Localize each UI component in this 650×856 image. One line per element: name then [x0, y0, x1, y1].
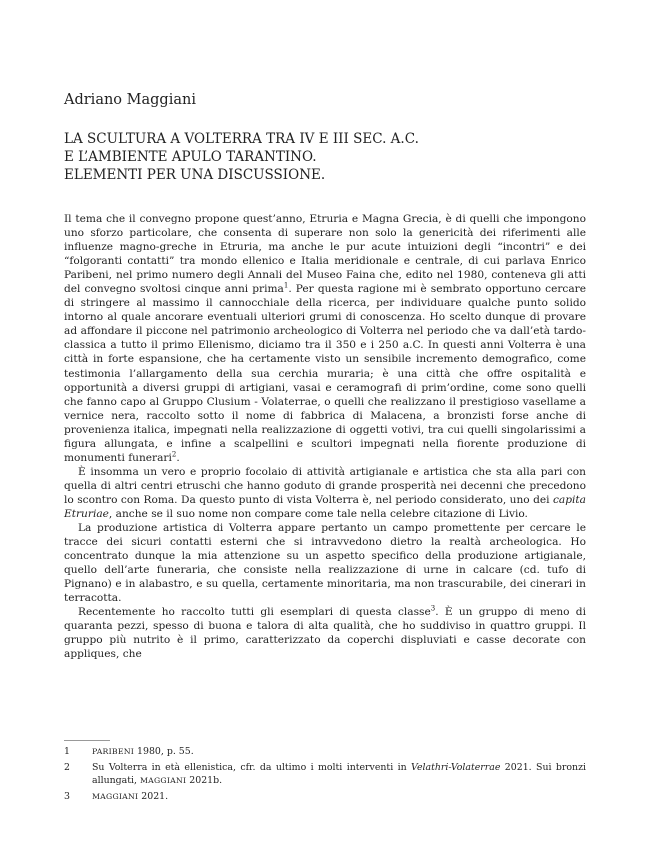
text-run: . È un gruppo di meno di quaranta pezzi, spesso di buona e talora di alta qualità, che ho suddiviso in quattro gruppi. Il gruppo più nutrito è il primo, caratterizzato da coperchi displuviati e casse decorate con appliques, che — [64, 606, 586, 661]
footnote — [64, 762, 586, 787]
text-run: Il tema che il convegno propone quest’anno, Etruria e Magna Grecia, è di quelli che impongono uno sforzo particolare, che consenta di superare non solo la genericità dei riferimenti alle influenze magno-greche in Etruria, ma anche le pur acute intuizioni degli “incontri” e dei “folgoranti contatti” tra mondo ellenico e Italia meridionale e centrale, di cui parlava Enrico Paribeni, nel primo numero degli Annali del Museo Faina che, edito nel 1980, conteneva gli atti del convegno svoltosi cinque anni prima — [64, 213, 586, 296]
author-citation: MAGGIANI — [92, 792, 139, 802]
footnote-text — [92, 746, 586, 758]
text-run: 2021. Sui bronzi allungati, — [92, 762, 587, 786]
title-line-3: ELEMENTI PER UNA DISCUSSIONE. — [64, 167, 326, 183]
text-run: Su Volterra in età ellenistica, cfr. da ultimo i molti interventi in — [92, 762, 412, 774]
text-run: 2021. — [138, 791, 169, 803]
title-line-2: E L’AMBIENTE APULO TARANTINO. — [64, 149, 317, 165]
text-run: 1980, p. 55. — [134, 746, 194, 757]
footnote-ref: 2 — [171, 450, 177, 459]
italic-text: capita Etruriae — [64, 493, 586, 520]
author-citation: MAGGIANI — [139, 775, 187, 785]
text-run: È insomma un vero e proprio focolaio di attività artigianale e artistica che sta alla pari con quella di altri centri etruschi che hanno goduto di grande prosperità nei decenni che precedono lo scontro con Roma. Da questo punto di vista Volterra è, nel periodo considerato, uno dei — [64, 465, 586, 506]
footnote-number: 2 — [64, 762, 70, 774]
footnote — [64, 746, 586, 758]
footnote-divider — [64, 740, 110, 741]
title-line-1: LA SCULTURA A VOLTERRA TRA IV E III SEC. A.C. — [64, 131, 419, 147]
author-name: Adriano Maggiani — [64, 92, 196, 108]
paragraph — [64, 212, 586, 465]
footnote-number: 3 — [64, 791, 70, 803]
footnote-text — [92, 791, 586, 803]
paragraph — [64, 605, 586, 661]
italic-text: Velathri-Volaterrae — [411, 762, 501, 774]
text-run: . Per questa ragione mi è sembrato opportuno cercare di stringere al massimo il cannocchiale della ricerca, per individuare qualche punto solido intorno al quale ancorare eventuali ulteriori grumi di conoscenza. Ho scelto dunque di provare ad affondare il piccone nel patrimonio archeologico di Volterra nel periodo che va dall’età tardo-classica a tutto il primo Ellenismo, diciamo tra il 350 e i 250 a.C. In questi anni Volterra è una città in forte espansione, che ha certamente visto un sensibile incremento demografico, come testimonia l’allargamento della sua cerchia muraria; è una città che offre ospitalità e opportunità a diversi gruppi di artigiani, vasai e ceramografi di prim’ordine, come sono quelli che fanno capo al Gruppo Clusium - Volaterrae, o quelli che realizzano il prestigioso vasellame a vernice nera, raccolto sotto il nome di fabbrica di Malacena, a bronzisti forse anche di provenienza italica, impegnati nella realizzazione di oggetti votivi, tra cui quelli singolarissimi a figura allungata, e infine a scalpellini e scultori impegnati nella fiorente produzione di monumenti funerari — [64, 283, 586, 464]
text-run: La produzione artistica di Volterra appare pertanto un campo promettente per cercare le tracce dei sicuri contatti esterni che si intravvedono dietro la realtà archeologica. Ho concentrato dunque la mia attenzione su un aspetto specifico della produzione artigianale, quello dell’arte funeraria, che consiste nella realizzazione di urne in calcare (cd. tufo di Pignano) e in alabastro, e su quella, certamente minoritaria, ma non trascurabile, dei cinerari in terracotta. — [64, 522, 586, 605]
author-citation: PARIBENI — [92, 747, 135, 756]
paragraph — [64, 465, 586, 521]
text-run: 2021b. — [186, 774, 223, 786]
footnote-ref: 1 — [283, 281, 289, 290]
footnote-number: 1 — [64, 746, 70, 757]
article-title — [64, 130, 419, 184]
text-run: , anche se il suo nome non compare come tale nella celebre citazione di Livio. — [108, 507, 528, 520]
paragraph — [64, 521, 586, 605]
footnote — [64, 791, 586, 803]
footnotes — [64, 746, 586, 808]
text-run: . — [176, 451, 180, 464]
article-body — [64, 212, 586, 662]
footnote-ref: 3 — [430, 604, 436, 613]
text-run: Recentemente ho raccolto tutti gli esemplari di questa classe — [78, 606, 431, 619]
footnote-text — [92, 762, 586, 787]
